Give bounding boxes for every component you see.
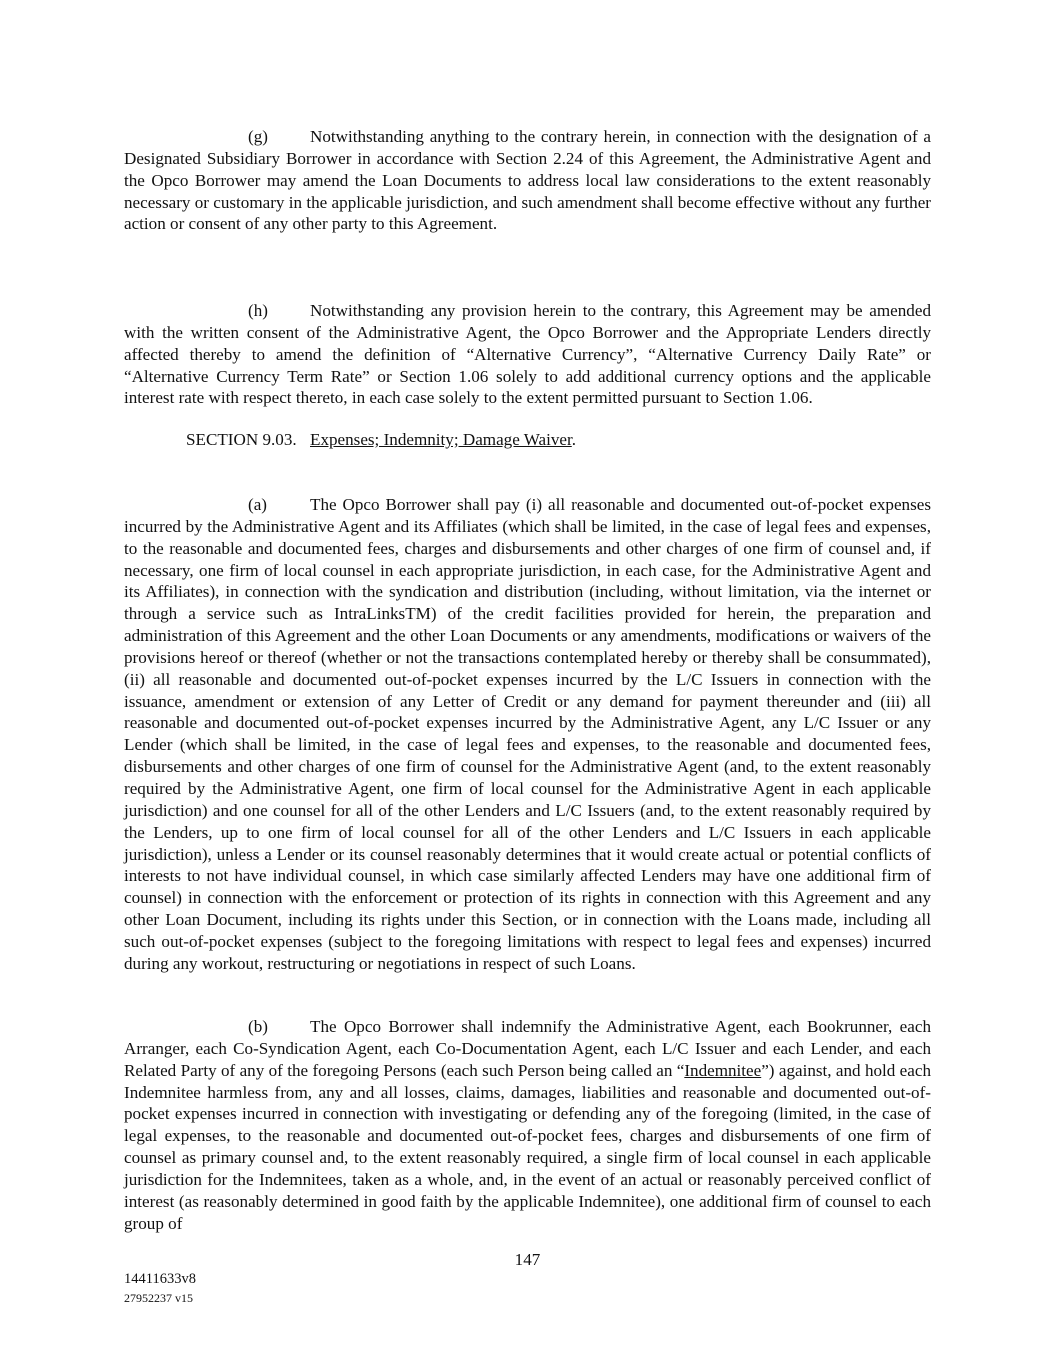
paragraph-h bbox=[124, 300, 931, 409]
paragraph-b-label: (b) bbox=[248, 1017, 268, 1036]
paragraph-b-text-after: ”) against, and hold each Indemnitee harmless from, any and all losses, claims, damages, liabilities and reasonable and documented out-of-pocket expenses incurred in connection with investigating or defending any of the foregoing (limited, in the case of legal expenses, to the reasonable and documented out-of-pocket fees, charges and disbursements of one firm of counsel as primary counsel and, to the extent reasonably required, a single firm of local counsel in each applicable jurisdiction for the Indemnitees, taken as a whole, and, in the event of an actual or reasonably perceived conflict of interest (as reasonably determined in good faith by the applicable Indemnitee), one additional firm of counsel to each group of bbox=[124, 1060, 931, 1233]
document-id-secondary: 27952237 v15 bbox=[124, 1291, 193, 1305]
paragraph-g bbox=[124, 126, 931, 235]
paragraph-h-label: (h) bbox=[248, 301, 268, 320]
paragraph-h-text: Notwithstanding any provision herein to the contrary, this Agreement may be amended with the written consent of the Administrative Agent, the Opco Borrower and the Appropriate Lenders directly affected thereby to amend the definition of “Alternative Currency”, “Alternative Currency Daily Rate” or “Alternative Currency Term Rate” or Section 1.06 solely to add additional currency options and the applicable interest rate with respect thereto, in each case solely to the extent permitted pursuant to Section 1.06. bbox=[124, 301, 931, 408]
paragraph-b bbox=[124, 1016, 931, 1234]
section-title: Expenses; Indemnity; Damage Waiver bbox=[310, 430, 572, 449]
paragraph-a-text: The Opco Borrower shall pay (i) all reasonable and documented out-of-pocket expenses incurred by the Administrative Agent and its Affiliates (which shall be limited, in the case of legal fees and expenses, to the reasonable and documented fees, charges and disbursements and other charges of one firm of counsel and, if necessary, one firm of local counsel in each appropriate jurisdiction, in each case, for the Administrative Agent and its Affiliates), in connection with the syndication and distribution (including, without limitation, via the internet or through a service such as IntraLinksTM) of the credit facilities provided for herein, the preparation and administration of this Agreement and the other Loan Documents or any amendments, modifications or waivers of the provisions hereof or thereof (whether or not the transactions contemplated hereby or thereby shall be consummated), (ii) all reasonable and documented out-of-pocket expenses incurred by the L/C Issuers in connection with the issuance, amendment or extension of any Letter of Credit or any demand for payment thereunder and (iii) all reasonable and documented out-of-pocket expenses incurred by the Administrative Agent, any L/C Issuer or any Lender (which shall be limited, in the case of legal fees and expenses, to the reasonable and documented fees, disbursements and other charges of one firm of counsel for the Administrative Agent (and, to the extent reasonably required by the Administrative Agent, one firm of local counsel for the Administrative Agent in each applicable jurisdiction) and one counsel for all of the other Lenders and L/C Issuers (and, to the extent reasonably required by the Lenders, up to one firm of local counsel for all of the other Lenders and L/C Issuers in each applicable jurisdiction), unless a Lender or its counsel reasonably determines that it would create actual or potential conflicts of interests to not have individual counsel, in which case similarly affected Lenders may have one additional firm of counsel) in connection with the enforcement or protection of its rights in connection with this Agreement and any other Loan Document, including its rights under this Section, or in connection with the Loans made, including all such out-of-pocket expenses (subject to the foregoing limitations with respect to legal fees and expenses) incurred during any workout, restructuring or negotiations in respect of such Loans. bbox=[124, 495, 931, 973]
defined-term-indemnitee: Indemnitee bbox=[684, 1060, 762, 1080]
paragraph-a bbox=[124, 494, 931, 975]
document-id-primary: 14411633v8 bbox=[124, 1271, 196, 1287]
section-number: SECTION 9.03. bbox=[186, 430, 297, 449]
paragraph-b-text-before: The Opco Borrower shall indemnify the Administrative Agent, each Bookrunner, each Arranger, each Co-Syndication Agent, each Co-Documentation Agent, each L/C Issuer and each Lender, and each Related Party of any of the foregoing Persons (each such Person being called an “ bbox=[124, 1017, 931, 1080]
section-heading bbox=[186, 429, 576, 451]
paragraph-g-text: Notwithstanding anything to the contrary herein, in connection with the designation of a Designated Subsidiary Borrower in accordance with Section 2.24 of this Agreement, the Administrative Agent and the Opco Borrower may amend the Loan Documents to address local law considerations to the extent reasonably necessary or customary in the applicable jurisdiction, and such amendment shall become effective without any further action or consent of any other party to this Agreement. bbox=[124, 127, 931, 234]
page-number: 147 bbox=[514, 1250, 541, 1269]
paragraph-a-label: (a) bbox=[248, 495, 267, 514]
paragraph-g-label: (g) bbox=[248, 127, 268, 146]
section-title-period: . bbox=[571, 430, 577, 449]
